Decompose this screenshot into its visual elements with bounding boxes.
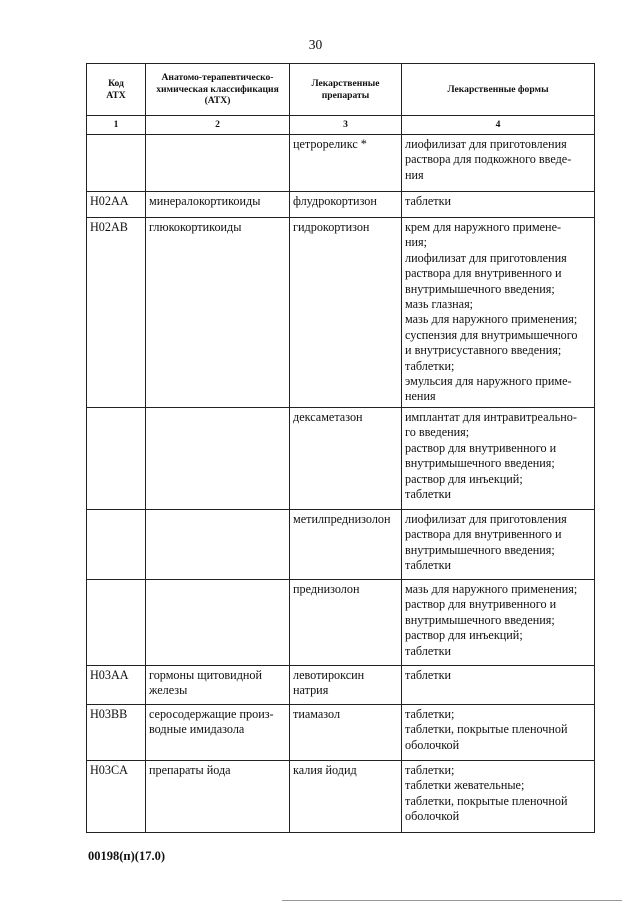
drug-cell: калия йодид — [290, 760, 402, 832]
atx-code-cell: H03BB — [87, 704, 146, 760]
table-row — [87, 760, 595, 832]
classification-cell — [146, 407, 290, 509]
drug-cell: тиамазол — [290, 704, 402, 760]
atx-drug-table — [86, 63, 595, 833]
classification-cell — [146, 579, 290, 665]
table-row — [87, 509, 595, 579]
dosage-forms-cell: таблетки — [402, 665, 595, 704]
dosage-forms-cell: лиофилизат для приготовления раствора для внутривенного и внутримышечного введения; таблетки — [402, 509, 595, 579]
table-row — [87, 665, 595, 704]
dosage-forms-cell: таблетки; таблетки, покрытые пленочной оболочкой — [402, 704, 595, 760]
atx-code-cell — [87, 135, 146, 192]
classification-cell: препараты йода — [146, 760, 290, 832]
drug-cell: левотироксин натрия — [290, 665, 402, 704]
dosage-forms-cell: мазь для наружного применения; раствор для внутривенного и внутримышечного введения; раствор для инъекций; таблетки — [402, 579, 595, 665]
classification-cell: минералокортикоиды — [146, 192, 290, 218]
dosage-forms-cell: таблетки — [402, 192, 595, 218]
column-number: 2 — [146, 116, 290, 135]
table-row — [87, 218, 595, 408]
column-number: 3 — [290, 116, 402, 135]
drug-cell: метилпреднизолон — [290, 509, 402, 579]
drug-cell: цетрореликс * — [290, 135, 402, 192]
atx-code-cell: H03AA — [87, 665, 146, 704]
table-row — [87, 192, 595, 218]
table-header-row — [87, 64, 595, 116]
atx-code-cell — [87, 407, 146, 509]
table-row — [87, 407, 595, 509]
classification-cell: глюкокортикоиды — [146, 218, 290, 408]
table-row — [87, 704, 595, 760]
classification-cell — [146, 135, 290, 192]
dosage-forms-cell: имплантат для интравитреально- го введения; раствор для внутривенного и внутримышечного введения; раствор для инъекций; таблетки — [402, 407, 595, 509]
page-number: 30 — [308, 37, 323, 52]
dosage-forms-cell: лиофилизат для приготовления раствора для подкожного введе- ния — [402, 135, 595, 192]
classification-cell — [146, 509, 290, 579]
column-number: 1 — [87, 116, 146, 135]
atx-code-cell: H03CA — [87, 760, 146, 832]
classification-cell: серосодержащие произ- водные имидазола — [146, 704, 290, 760]
column-number: 4 — [402, 116, 595, 135]
column-number-row — [87, 116, 595, 135]
drug-cell: гидрокортизон — [290, 218, 402, 408]
dosage-forms-cell: таблетки; таблетки жевательные; таблетки, покрытые пленочной оболочкой — [402, 760, 595, 832]
drug-cell: преднизолон — [290, 579, 402, 665]
drug-cell: дексаметазон — [290, 407, 402, 509]
atx-code-cell: H02AB — [87, 218, 146, 408]
document-footer-code: 00198(п)(17.0) — [88, 849, 165, 863]
header-drugs: Лекарственные препараты — [290, 64, 402, 116]
drug-cell: флудрокортизон — [290, 192, 402, 218]
atx-code-cell — [87, 579, 146, 665]
classification-cell: гормоны щитовидной железы — [146, 665, 290, 704]
header-dosage-forms: Лекарственные формы — [402, 64, 595, 116]
header-classification: Анатомо-терапевтическо- химическая классификация (АТХ) — [146, 64, 290, 116]
atx-code-cell: H02AA — [87, 192, 146, 218]
table-row — [87, 135, 595, 192]
dosage-forms-cell: крем для наружного примене- ния; лиофилизат для приготовления раствора для внутривенного и внутримышечного введения; мазь глазная; мазь для наружного применения; суспензия для внутримышечного и внутрисуставного введения; таблетки; эмульсия для наружного приме- нения — [402, 218, 595, 408]
header-atx-code: Код АТХ — [87, 64, 146, 116]
atx-code-cell — [87, 509, 146, 579]
bottom-edge-line — [282, 900, 622, 901]
table-row — [87, 579, 595, 665]
